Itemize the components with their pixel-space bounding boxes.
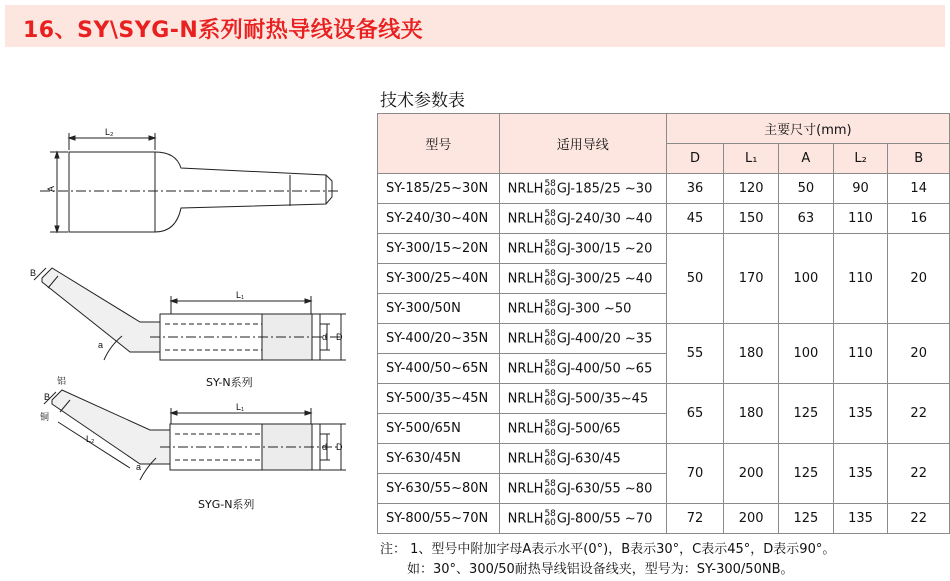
wire-fraction [544,480,555,498]
label-d-2: d [322,442,328,452]
wire-prefix: NRLH [507,181,544,196]
cell-model: SY-300/50N [378,294,500,324]
wire-prefix: NRLH [507,391,544,406]
note-line-1: 注： 1、型号中附加字母A表示水平(0°)，B表示30°，C表示45°，D表示90°。 [380,542,836,557]
cell-dim-D: 72 [666,504,724,534]
label-d-1: d [322,332,328,342]
label-B-2: B [44,392,51,402]
note-line-2: 如：30°、300/50耐热导线铝设备线夹，型号为：SY-300/50NB。 [407,562,794,577]
cell-wire [499,324,666,354]
wire-sub: 60 [544,307,556,318]
label-A: A [46,185,56,192]
wire-fraction [544,210,555,228]
spec-table [377,113,950,534]
wire-spec: GJ-300 ~50 [556,301,632,316]
cell-dim-L1: 180 [724,384,779,444]
cell-dim-L2: 135 [833,384,888,444]
cell-model: SY-500/65N [378,414,500,444]
wire-prefix: NRLH [507,271,544,286]
page-title: 16、SY\SYG-N系列耐热导线设备线夹 [23,18,424,43]
label-a-2: a [136,462,142,472]
wire-sub: 60 [544,487,556,498]
wire-sub: 60 [544,337,556,348]
wire-spec: GJ-300/15 ~20 [556,241,653,256]
table-row [378,204,950,234]
table-row [378,234,950,264]
cell-dim-L1: 180 [724,324,779,384]
cell-dim-D: 50 [666,234,724,324]
wire-sub: 60 [544,247,556,258]
label-L1-1: L₁ [236,290,245,300]
label-a-1: a [98,340,104,350]
cell-dim-L1: 170 [724,234,779,324]
header-dim-A: A [779,144,834,174]
cell-dim-D: 65 [666,384,724,444]
drawing-straight-clamp [40,133,340,232]
wire-sup: 58 [544,208,556,219]
wire-fraction [544,240,555,258]
cell-model: SY-300/15~20N [378,234,500,264]
wire-spec: GJ-630/55 ~80 [556,481,653,496]
wire-spec: GJ-630/45 [556,451,621,466]
cell-dim-A: 50 [779,174,834,204]
cell-model: SY-400/20~35N [378,324,500,354]
cell-dim-A: 100 [779,324,834,384]
cell-wire [499,504,666,534]
header-dims-group: 主要尺寸(mm) [666,114,949,144]
cell-wire [499,174,666,204]
cell-dim-L2: 135 [833,444,888,504]
wire-spec: GJ-240/30 ~40 [556,211,653,226]
table-row [378,174,950,204]
cell-wire [499,294,666,324]
cell-dim-A: 63 [779,204,834,234]
cell-dim-L2: 110 [833,204,888,234]
drawing-sy-n [34,268,346,360]
wire-fraction [544,330,555,348]
cell-wire [499,234,666,264]
wire-sup: 58 [544,268,556,279]
cell-model: SY-800/55~70N [378,504,500,534]
cell-dim-L1: 150 [724,204,779,234]
wire-sup: 58 [544,328,556,339]
wire-prefix: NRLH [507,241,544,256]
label-D-1: D [336,332,343,342]
cell-dim-B: 16 [888,204,950,234]
cell-model: SY-630/45N [378,444,500,474]
wire-prefix: NRLH [507,421,544,436]
wire-spec: GJ-800/55 ~70 [556,511,653,526]
cell-model: SY-185/25~30N [378,174,500,204]
wire-sup: 58 [544,388,556,399]
wire-fraction [544,510,555,528]
table-row [378,504,950,534]
wire-prefix: NRLH [507,481,544,496]
header-dim-D: D [666,144,724,174]
wire-sup: 58 [544,238,556,249]
wire-fraction [544,390,555,408]
cell-model: SY-630/55~80N [378,474,500,504]
wire-prefix: NRLH [507,211,544,226]
cell-model: SY-300/25~40N [378,264,500,294]
wire-fraction [544,180,555,198]
wire-sup: 58 [544,298,556,309]
wire-sub: 60 [544,217,556,228]
cell-wire [499,354,666,384]
cell-dim-D: 45 [666,204,724,234]
label-L2-1: L₂ [105,127,114,137]
cell-dim-B: 14 [888,174,950,204]
spec-table-body [378,174,950,534]
caption-syg-n: SYG-N系列 [198,498,255,511]
cell-wire [499,414,666,444]
label-L2-2: L₂ [86,434,95,444]
header-dim-B: B [888,144,950,174]
cell-dim-B: 22 [888,384,950,444]
cell-dim-D: 55 [666,324,724,384]
wire-prefix: NRLH [507,361,544,376]
cell-dim-L2: 110 [833,234,888,324]
wire-prefix: NRLH [507,301,544,316]
wire-sub: 60 [544,427,556,438]
cell-dim-L2: 90 [833,174,888,204]
wire-sup: 58 [544,508,556,519]
wire-sup: 58 [544,478,556,489]
wire-sub: 60 [544,187,556,198]
wire-sub: 60 [544,517,556,528]
technical-drawings [0,0,370,581]
cell-dim-L2: 135 [833,504,888,534]
wire-spec: GJ-300/25 ~40 [556,271,653,286]
wire-sup: 58 [544,358,556,369]
cell-dim-L2: 110 [833,324,888,384]
header-dim-L2: L₂ [833,144,888,174]
wire-fraction [544,420,555,438]
wire-prefix: NRLH [507,451,544,466]
label-L1-2: L₁ [236,402,245,412]
wire-sup: 58 [544,448,556,459]
cell-dim-D: 70 [666,444,724,504]
wire-prefix: NRLH [507,511,544,526]
cell-dim-L1: 200 [724,444,779,504]
wire-sub: 60 [544,367,556,378]
wire-fraction [544,270,555,288]
wire-sub: 60 [544,397,556,408]
cell-dim-L1: 120 [724,174,779,204]
wire-sup: 58 [544,178,556,189]
cell-dim-A: 100 [779,234,834,324]
wire-sub: 60 [544,277,556,288]
cell-wire [499,474,666,504]
notes [380,540,835,580]
cell-wire [499,204,666,234]
cell-dim-A: 125 [779,504,834,534]
wire-spec: GJ-500/35~45 [556,391,649,406]
cell-wire [499,384,666,414]
header-wire: 适用导线 [499,114,666,174]
header-model: 型号 [378,114,500,174]
cell-dim-B: 20 [888,324,950,384]
cell-dim-B: 20 [888,234,950,324]
wire-fraction [544,300,555,318]
table-title: 技术参数表 [380,91,465,111]
cell-dim-B: 22 [888,504,950,534]
wire-prefix: NRLH [507,331,544,346]
label-D-2: D [336,442,343,452]
wire-spec: GJ-500/65 [556,421,621,436]
cell-wire [499,444,666,474]
wire-fraction [544,360,555,378]
table-row [378,324,950,354]
wire-sup: 58 [544,418,556,429]
label-aluminum: 铝 [57,376,67,386]
cell-model: SY-400/50~65N [378,354,500,384]
cell-dim-A: 125 [779,444,834,504]
cell-model: SY-240/30~40N [378,204,500,234]
cell-dim-B: 22 [888,444,950,504]
cell-dim-L1: 200 [724,504,779,534]
label-B-1: B [30,268,37,278]
wire-spec: GJ-400/50 ~65 [556,361,653,376]
cell-dim-D: 36 [666,174,724,204]
wire-spec: GJ-185/25 ~30 [556,181,653,196]
label-copper: 铜 [40,412,50,422]
cell-wire [499,264,666,294]
cell-dim-A: 125 [779,384,834,444]
table-row [378,384,950,414]
wire-spec: GJ-400/20 ~35 [556,331,653,346]
table-row [378,444,950,474]
cell-model: SY-500/35~45N [378,384,500,414]
wire-fraction [544,450,555,468]
wire-sub: 60 [544,457,556,468]
caption-sy-n: SY-N系列 [206,376,253,389]
header-dim-L1: L₁ [724,144,779,174]
